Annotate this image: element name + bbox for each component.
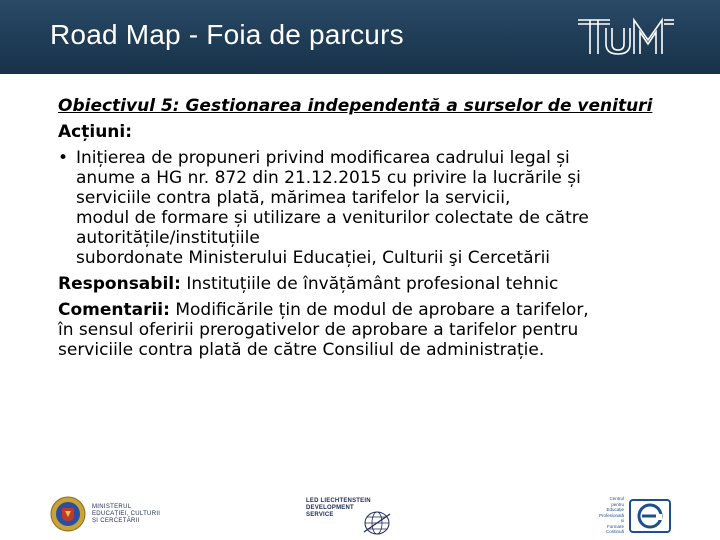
globe-icon — [362, 510, 392, 536]
ministry-logo — [50, 494, 200, 534]
ce-logo — [580, 494, 680, 536]
action-line: modul de formare și utilizare a veniturilor colectate de către — [76, 208, 589, 228]
led-line: SERVICE — [306, 512, 334, 518]
ce-line: Continuă — [605, 529, 624, 534]
comments-line: Modificările țin de modul de aprobare a tarifelor, — [175, 300, 589, 320]
action-line: anume a HG nr. 872 din 21.12.2015 cu privire la lucrările și — [76, 168, 581, 188]
slide-title: Road Map - Foia de parcurs — [50, 19, 404, 50]
ce-text — [580, 496, 624, 535]
comments-block — [58, 300, 670, 360]
footer-logos — [0, 490, 720, 540]
led-logo — [306, 498, 416, 536]
ministry-line: MINISTERUL — [92, 504, 132, 510]
ce-line: Educație — [606, 507, 624, 512]
tum-logo — [576, 14, 676, 60]
responsible-row — [58, 274, 670, 294]
ce-line: Centrul — [609, 496, 624, 501]
title-bar — [0, 0, 720, 74]
slide-body — [58, 96, 670, 366]
action-line: subordonate Ministerului Educației, Culturii şi Cercetării — [76, 248, 551, 268]
ministry-text — [92, 504, 192, 525]
comments-line: serviciile contra plată de către Consiliul de administrație. — [58, 340, 545, 360]
responsible-text: Instituțiile de învățământ profesional tehnic — [186, 274, 559, 294]
comments-label: Comentarii: — [58, 300, 170, 320]
action-line: serviciile contra plată, mărimea tarifelor la servicii, — [76, 188, 511, 208]
led-line: LED LIECHTENSTEIN — [306, 498, 371, 504]
ce-line: și — [620, 518, 624, 523]
action-line: autoritățile/instituțiile — [76, 228, 260, 248]
ministry-line: EDUCAȚIEI, CULTURII — [92, 511, 161, 517]
actions-label: Acțiuni: — [58, 122, 133, 142]
objective-heading: Obiectivul 5: Gestionarea independentă a surselor de venituri — [58, 96, 653, 116]
action-bullet — [58, 148, 670, 268]
ce-line: Formare — [606, 523, 624, 529]
comments-line: în sensul oferirii prerogativelor de aprobare a tarifelor pentru — [58, 320, 579, 340]
coat-of-arms-icon — [50, 494, 86, 534]
bullet-icon: • — [58, 148, 69, 168]
ce-line: Profesională — [598, 512, 624, 518]
action-line: Inițierea de propuneri privind modificarea cadrului legal și — [76, 148, 570, 168]
ministry-line: ȘI CERCETĂRII — [92, 518, 140, 524]
responsible-label: Responsabil: — [58, 274, 181, 294]
ce-emblem-icon — [628, 498, 672, 534]
led-line: DEVELOPMENT — [306, 505, 354, 511]
ce-line: pentru — [611, 501, 624, 507]
